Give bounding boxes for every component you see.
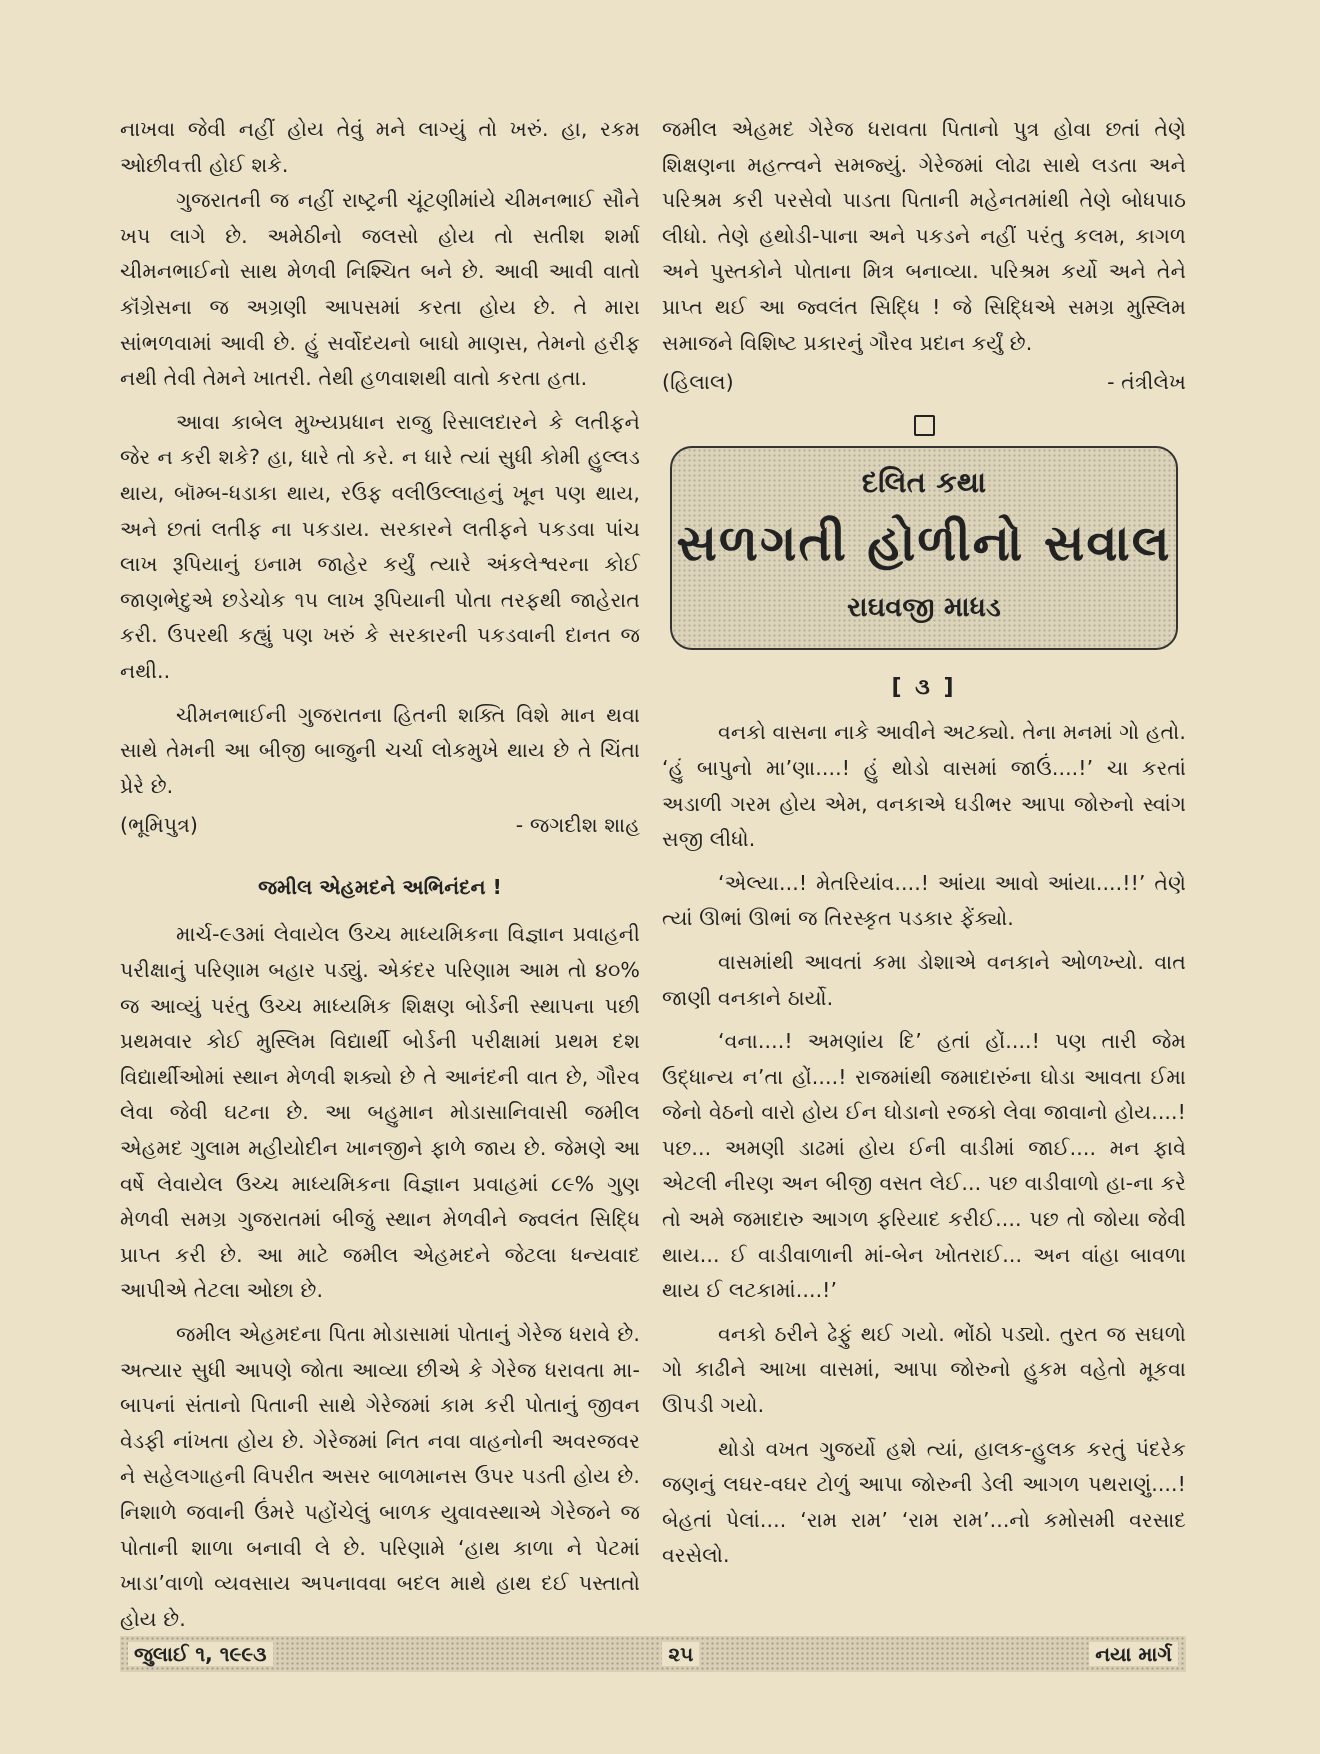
issue-date: જુલાઈ ૧, ૧૯૯૩ (128, 1642, 273, 1666)
right-column (662, 112, 1186, 1574)
attribution-row (662, 365, 1186, 401)
page-footer (120, 1636, 1186, 1672)
story-title-box (670, 446, 1178, 650)
paragraph: વનકો ઠરીને ઢેફું થઈ ગયો. ભોંઠો પડ્યો. તુરત જ સઘળો ગો કાઢીને આખા વાસમાં, આપા જોરુનો હુકમ વહેતો મૂકવા ઊપડી ગયો. (662, 1321, 1186, 1418)
source-label: (હિલાલ) (662, 370, 734, 395)
section-end-square-icon (914, 415, 935, 436)
author-label: - જગદીશ શાહ (515, 813, 640, 838)
paragraph: ‘વના....! અમણાંય દિ’ હતાં હોં....! પણ તારી જેમ ઉદ્ધાન્ય ન’તા હોં....! રાજમાંથી જમાદારુંના ઘોડા આવતા ઈમા જેનો વેઠનો વારો હોય ઈન ઘોડાનો રજકો લેવા જાવાનો હોય....! પછ... અમણી ડાઢમાં હોય ઈની વાડીમાં જાઈ.... મન ફાવે એટલી નીરણ અન બીજી વસત લેઈ... પછ વાડીવાળો હા-ના કરે તો અમે જમાદારુ આગળ ફરિયાદ કરીઈ.... પછ તો જોયા જેવી થાય... ઈ વાડીવાળાની માં-બેન ખોતરાઈ... અન વાંહા બાવળા થાય ઈ લટકામાં....!’ (662, 1029, 1186, 1303)
paragraph: જમીલ એહમદ ગેરેજ ધરાવતા પિતાનો પુત્ર હોવા છતાં તેણે શિક્ષણના મહત્ત્વને સમજ્યું. ગેરેજમાં લોઢા સાથે લડતા અને પરિશ્રમ કરી પરસેવો પાડતા પિતાની મહેનતમાંથી તેણે બોધપાઠ લીધો. તેણે હથોડી-પાના અને પકડને નહીં પરંતુ કલમ, કાગળ અને પુસ્તકોને પોતાના મિત્ર બનાવ્યા. પરિશ્રમ કર્યો અને તેને પ્રાપ્ત થઈ આ જ્વલંત સિદ્ધિ ! જે સિદ્ધિએ સમગ્ર મુસ્લિમ સમાજને વિશિષ્ટ પ્રકારનું ગૌરવ પ્રદાન કર્યું છે. (662, 117, 1186, 355)
left-column (120, 112, 640, 1637)
source-label: (ભૂમિપુત્ર) (120, 813, 199, 838)
page-number: ૨૫ (662, 1642, 699, 1666)
paragraph: ચીમનભાઈની ગુજરાતના હિતની શક્તિ વિશે માન થવા સાથે તેમની આ બીજી બાજુની ચર્ચા લોકમુખે થાય છે તે ચિંતા પ્રેરે છે. (120, 702, 640, 798)
paragraph: જમીલ એહમદના પિતા મોડાસામાં પોતાનું ગેરેજ ધરાવે છે. અત્યાર સુધી આપણે જોતા આવ્યા છીએ કે ગેરેજ ધરાવતા મા-બાપનાં સંતાનો પિતાની સાથે ગેરેજમાં કામ કરી પોતાનું જીવન વેડફી નાંખતા હોય છે. ગેરેજમાં નિત નવા વાહનોની અવરજવર ને સહેલગાહની વિપરીત અસર બાળમાનસ ઉપર પડતી હોય છે. નિશાળે જવાની ઉંમરે પહોંચેલું બાળક યુવાવસ્થાએ ગેરેજને જ પોતાની શાળા બનાવી લે છે. પરિણામે ‘હાથ કાળા ને પેટમાં ખાડા’વાળો વ્યવસાય અપનાવવા બદલ માથે હાથ દઈ પસ્તાતો હોય છે. (120, 1322, 640, 1631)
story-title: સળગતી હોળીનો સવાલ (676, 513, 1172, 572)
paragraph: ગુજરાતની જ નહીં રાષ્ટ્રની ચૂંટણીમાંયે ચીમનભાઈ સૌને ખપ લાગે છે. અમેઠીનો જલસો હોય તો સતીશ શર્મા ચીમનભાઈનો સાથ મેળવી નિશ્ચિત બને છે. આવી આવી વાતો કૉંગ્રેસના જ અગ્રણી આપસમાં કરતા હોય છે. તે મારા સાંભળવામાં આવી છે. હું સર્વોદયનો બાઘો માણસ, તેમનો હરીફ નથી તેવી તેમને ખાતરી. તેથી હળવાશથી વાતો કરતા હતા. (120, 188, 640, 391)
paragraph: થોડો વખત ગુજર્યો હશે ત્યાં, હાલક-હુલક કરતું પંદરેક જણનું લઘર-વઘર ટોળું આપા જોરુની ડેલી આગળ પથરાણું....! બેહતાં પેલાં.... ‘રામ રામ’ ‘રામ રામ’...નો કમોસમી વરસાદ વરસેલો. (662, 1436, 1186, 1568)
paragraph: વાસમાંથી આવતાં કમા ડોશાએ વનકાને ઓળખ્યો. વાત જાણી વનકાને ઠાર્યો. (662, 949, 1186, 1010)
author-label: - તંત્રીલેખ (1107, 370, 1186, 395)
story-author: રાઘવજી માધડ (847, 591, 1001, 623)
paragraph: વનકો વાસના નાકે આવીને અટક્યો. તેના મનમાં ગો હતો. ‘હું બાપુનો મા’ણા....! હું થોડો વાસમાં જાઉં....!’ ચા કરતાં અડાળી ગરમ હોય એમ, વનકાએ ઘડીભર આપા જોરુનો સ્વાંગ સજી લીધો. (662, 720, 1186, 852)
magazine-name: નયા માર્ગ (1089, 1642, 1178, 1666)
paragraph: માર્ચ-૯૩માં લેવાયેલ ઉચ્ચ માધ્યમિકના વિજ્ઞાન પ્રવાહની પરીક્ષાનું પરિણામ બહાર પડ્યું. એકંદર પરિણામ આમ તો ૪૦% જ આવ્યું પરંતુ ઉચ્ચ માધ્યમિક શિક્ષણ બોર્ડની સ્થાપના પછી પ્રથમવાર કોઈ મુસ્લિમ વિદ્યાર્થી બોર્ડની પરીક્ષામાં પ્રથમ દશ વિદ્યાર્થીઓમાં સ્થાન મેળવી શક્યો છે તે આનંદની વાત છે, ગૌરવ લેવા જેવી ઘટના છે. આ બહુમાન મોડાસાનિવાસી જમીલ એહમદ ગુલામ મહીયોદીન ખાનજીને ફાળે જાય છે. જેમણે આ વર્ષે લેવાયેલ ઉચ્ચ માધ્યમિકના વિજ્ઞાન પ્રવાહમાં ૮૯% ગુણ મેળવી સમગ્ર ગુજરાતમાં બીજું સ્થાન મેળવીને જ્વલંત સિદ્ધિ પ્રાપ્ત કરી છે. આ માટે જમીલ એહમદને જેટલા ધન્યવાદ આપીએ તેટલા ઓછા છે. (120, 922, 640, 1303)
paragraph: આવા કાબેલ મુખ્યપ્રધાન રાજુ રિસાલદારને કે લતીફને જેર ન કરી શકે? હા, ધારે તો કરે. ન ધારે ત્યાં સુધી કોમી હુલ્લડ થાય, બૉમ્બ-ધડાકા થાય, રઉફ વલીઉલ્લાહનું ખૂન પણ થાય, અને છતાં લતીફ ના પકડાય. સરકારને લતીફને પકડવા પાંચ લાખ રૂપિયાનું ઇનામ જાહેર કર્યું ત્યારે અંકલેશ્વરના કોઈ જાણભેદુએ છડેચોક ૧૫ લાખ રૂપિયાની પોતા તરફથી જાહેરાત કરી. ઉપરથી કહ્યું પણ ખરું કે સરકારની પકડવાની દાનત જ નથી.. (120, 409, 640, 683)
paragraph: નાખવા જેવી નહીં હોય તેવું મને લાગ્યું તો ખરું. હા, રકમ ઓછીવત્તી હોઈ શકે. (120, 117, 640, 177)
part-number: [ ૩ ] (891, 674, 957, 700)
story-kicker: દલિત કથા (861, 464, 987, 499)
paragraph: ‘એલ્યા...! મેતરિયાંવ....! આંયા આવો આંયા....!!’ તેણે ત્યાં ઊભાં ઊભાં જ તિરસ્કૃત પડકાર ફેંક્યો. (662, 870, 1186, 931)
section-heading: જમીલ એહમદને અભિનંદન ! (258, 874, 502, 899)
attribution-row (120, 808, 640, 844)
